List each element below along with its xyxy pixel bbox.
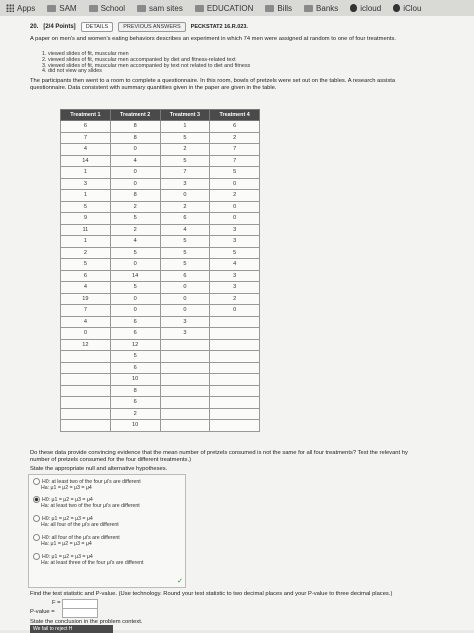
treatment-item: 4. did not view any slides <box>42 68 102 75</box>
table-cell <box>210 374 260 386</box>
table-cell: 5 <box>160 259 210 271</box>
table-cell <box>61 420 111 432</box>
option-ha: Ha: μ1 = μ2 = μ3 = μ4 <box>41 541 92 547</box>
bookmark-bills[interactable]: Bills <box>259 4 298 13</box>
hypothesis-option[interactable]: H0: μ1 = μ2 = μ3 = μ4 <box>33 515 93 522</box>
conclusion-prompt: State the conclusion in the problem context. <box>30 619 143 625</box>
correct-check-icon: ✓ <box>177 578 183 585</box>
table-cell: 10 <box>110 374 160 386</box>
table-cell: 5 <box>160 247 210 259</box>
bookmarks-bar <box>0 0 474 17</box>
treatment-item: 1. viewed slides of fit, muscular men <box>42 51 129 57</box>
f-label: F = <box>52 600 61 606</box>
apple-icon <box>393 4 400 12</box>
treatment-item: 3. viewed slides of fit, muscular men accompanied by text not related to diet and fitness <box>42 62 251 69</box>
table-cell: 3 <box>210 270 260 282</box>
table-cell <box>210 408 260 420</box>
table-cell: 0 <box>110 259 160 271</box>
table-row <box>61 351 260 363</box>
table-cell: 2 <box>61 247 111 259</box>
table-row <box>61 408 260 420</box>
radio-button[interactable] <box>33 553 40 560</box>
table-cell: 0 <box>160 305 210 317</box>
table-cell: 7 <box>210 155 260 167</box>
table-cell: 6 <box>110 316 160 328</box>
hypothesis-options <box>28 474 186 588</box>
table-cell <box>160 385 210 397</box>
table-header: Treatment 3 <box>160 110 210 121</box>
table-header: Treatment 4 <box>210 110 260 121</box>
table-cell <box>210 397 260 409</box>
table-cell: 4 <box>61 144 111 156</box>
bookmark-banks[interactable]: Banks <box>298 4 344 13</box>
context-line-2: questionnaire. Data consistent with summary quantities given in the paper are given in the table. <box>30 85 277 91</box>
table-cell <box>210 316 260 328</box>
table-cell <box>210 385 260 397</box>
table-cell: 6 <box>160 213 210 225</box>
table-cell: 8 <box>110 121 160 133</box>
radio-button-selected[interactable] <box>33 496 40 503</box>
table-cell: 7 <box>210 144 260 156</box>
details-button[interactable]: DETAILS <box>81 22 114 32</box>
table-cell: 5 <box>160 236 210 248</box>
table-cell: 7 <box>160 167 210 179</box>
table-cell: 2 <box>210 132 260 144</box>
context-line-1: The participants then went to a room to complete a questionnaire. In this room, bowls of pretzels were set out on the tables. A research assista <box>30 78 396 84</box>
table-row <box>61 155 260 167</box>
folder-icon <box>304 5 313 12</box>
folder-icon <box>195 5 204 12</box>
table-cell: 2 <box>160 144 210 156</box>
table-cell: 5 <box>160 155 210 167</box>
table-cell: 5 <box>210 247 260 259</box>
table-cell: 6 <box>110 328 160 340</box>
table-cell <box>160 374 210 386</box>
table-row <box>61 201 260 213</box>
table-cell: 1 <box>160 121 210 133</box>
table-cell: 19 <box>61 293 111 305</box>
table-cell: 0 <box>61 328 111 340</box>
table-cell: 9 <box>61 213 111 225</box>
table-cell <box>61 374 111 386</box>
table-cell: 3 <box>210 224 260 236</box>
table-cell: 3 <box>160 316 210 328</box>
table-cell: 4 <box>110 155 160 167</box>
data-table <box>60 109 260 432</box>
table-cell: 0 <box>160 190 210 202</box>
table-row <box>61 293 260 305</box>
hypothesis-prompt: State the appropriate null and alternative hypotheses. <box>30 466 168 472</box>
table-cell: 5 <box>110 213 160 225</box>
table-row <box>61 305 260 317</box>
option-ha: Ha: μ1 = μ2 = μ3 = μ4 <box>41 485 92 491</box>
table-cell <box>210 339 260 351</box>
table-header: Treatment 2 <box>110 110 160 121</box>
table-cell: 5 <box>160 132 210 144</box>
table-row <box>61 385 260 397</box>
radio-button[interactable] <box>33 515 40 522</box>
bookmark-icloud-2[interactable]: iClou <box>387 4 427 13</box>
table-row <box>61 144 260 156</box>
table-cell: 14 <box>110 270 160 282</box>
table-cell: 3 <box>61 178 111 190</box>
table-cell: 4 <box>160 224 210 236</box>
table-cell: 1 <box>61 236 111 248</box>
table-cell: 3 <box>210 282 260 294</box>
table-header: Treatment 1 <box>61 110 111 121</box>
table-cell: 6 <box>61 270 111 282</box>
table-cell: 5 <box>61 201 111 213</box>
table-cell: 5 <box>110 351 160 363</box>
hypothesis-option[interactable]: H0: μ1 = μ2 = μ3 = μ4 <box>33 553 93 560</box>
table-cell: 1 <box>61 190 111 202</box>
table-cell: 0 <box>110 167 160 179</box>
table-cell: 10 <box>110 420 160 432</box>
table-cell: 12 <box>110 339 160 351</box>
hypothesis-option-selected[interactable]: H0: μ1 = μ2 = μ3 = μ4 <box>33 496 93 503</box>
table-cell <box>61 351 111 363</box>
bookmark-apps[interactable]: Apps <box>0 4 41 13</box>
table-cell <box>210 328 260 340</box>
table-cell: 6 <box>210 121 260 133</box>
hypothesis-option[interactable]: H0: all four of the μi's are different <box>33 534 120 541</box>
option-ha: Ha: at least three of the four μi's are different <box>41 560 144 566</box>
table-cell: 14 <box>61 155 111 167</box>
table-cell: 4 <box>61 316 111 328</box>
table-cell <box>160 351 210 363</box>
table-cell <box>160 420 210 432</box>
folder-icon <box>47 5 56 12</box>
table-row <box>61 178 260 190</box>
table-cell: 2 <box>210 293 260 305</box>
table-cell <box>210 351 260 363</box>
table-row <box>61 316 260 328</box>
table-row <box>61 247 260 259</box>
treatment-list <box>42 52 250 75</box>
table-row <box>61 224 260 236</box>
prompt-line-1: Do these data provide convincing evidence that the mean number of pretzels consumed is not the same for all four treatments? Test the relevant hy <box>30 450 408 456</box>
table-row <box>61 236 260 248</box>
table-cell: 8 <box>110 132 160 144</box>
table-cell: 3 <box>160 328 210 340</box>
option-ha: Ha: at least two of the four μi's are different <box>41 503 140 509</box>
table-cell: 0 <box>160 282 210 294</box>
folder-icon <box>265 5 274 12</box>
bookmark-education[interactable]: EDUCATION <box>189 4 260 13</box>
table-cell: 4 <box>210 259 260 271</box>
table-row <box>61 259 260 271</box>
table-row <box>61 270 260 282</box>
table-row <box>61 397 260 409</box>
bookmark-icloud[interactable]: icloud <box>344 4 387 13</box>
apps-icon <box>6 4 14 12</box>
radio-button[interactable] <box>33 478 40 485</box>
table-row <box>61 213 260 225</box>
table-row <box>61 328 260 340</box>
radio-button[interactable] <box>33 534 40 541</box>
question-number: 20. <box>30 24 39 30</box>
table-cell: 5 <box>210 167 260 179</box>
p-value-label: P-value = <box>30 609 55 615</box>
hypothesis-option[interactable]: H0: at least two of the four μi's are different <box>33 478 141 485</box>
table-row <box>61 190 260 202</box>
table-cell: 2 <box>110 224 160 236</box>
table-cell <box>61 385 111 397</box>
table-cell: 6 <box>160 270 210 282</box>
table-cell: 3 <box>210 236 260 248</box>
table-row <box>61 282 260 294</box>
table-cell: 0 <box>210 213 260 225</box>
treatment-item: 2. viewed slides of fit, muscular men accompanied by diet and fitness-related text <box>42 56 236 63</box>
bookmark-sam-sites[interactable]: sam sites <box>131 4 189 13</box>
table-cell: 5 <box>61 259 111 271</box>
question-points: [2/4 Points] <box>43 24 76 30</box>
folder-icon <box>137 5 146 12</box>
table-cell: 1 <box>61 167 111 179</box>
bookmark-sam[interactable]: SAM <box>41 4 82 13</box>
table-row <box>61 132 260 144</box>
table-cell <box>160 362 210 374</box>
table-cell: 0 <box>210 305 260 317</box>
table-cell: 7 <box>61 305 111 317</box>
table-cell: 6 <box>61 121 111 133</box>
table-cell: 2 <box>210 190 260 202</box>
table-cell: 8 <box>110 190 160 202</box>
table-cell: 0 <box>210 201 260 213</box>
prompt-line-2: number of pretzels consumed for the four different treatments.) <box>30 457 191 463</box>
table-cell: 2 <box>110 408 160 420</box>
folder-icon <box>89 5 98 12</box>
p-value-input[interactable] <box>62 608 98 618</box>
previous-answers-button[interactable]: PREVIOUS ANSWERS <box>118 22 185 32</box>
table-cell: 5 <box>110 247 160 259</box>
table-cell: 2 <box>160 201 210 213</box>
apple-icon <box>350 4 357 12</box>
table-cell <box>61 362 111 374</box>
table-row <box>61 362 260 374</box>
question-code: PECKSTAT2 16.R.023. <box>190 24 248 30</box>
table-cell <box>61 397 111 409</box>
table-cell: 0 <box>110 293 160 305</box>
conclusion-select[interactable]: We fail to reject H <box>30 625 113 633</box>
table-row <box>61 374 260 386</box>
table-row <box>61 339 260 351</box>
table-cell <box>210 362 260 374</box>
table-cell: 0 <box>160 293 210 305</box>
table-cell <box>160 339 210 351</box>
table-cell: 0 <box>110 178 160 190</box>
table-cell: 5 <box>110 282 160 294</box>
question-page <box>0 16 474 630</box>
table-cell: 4 <box>110 236 160 248</box>
table-cell: 2 <box>110 201 160 213</box>
table-cell: 7 <box>61 132 111 144</box>
table-row <box>61 121 260 133</box>
option-ha: Ha: all four of the μi's are different <box>41 522 119 528</box>
question-intro: A paper on men's and women's eating behaviors describes an experiment in which 74 men were assigned at random to one of four treatments. <box>30 36 397 42</box>
table-cell <box>61 408 111 420</box>
table-cell: 6 <box>110 362 160 374</box>
table-row <box>61 167 260 179</box>
table-cell <box>210 420 260 432</box>
table-cell: 3 <box>160 178 210 190</box>
find-instructions: Find the test statistic and P-value. (Use technology. Round your test statistic to two decimal places and your P-value to three decimal places.) <box>30 591 393 597</box>
table-cell: 0 <box>210 178 260 190</box>
table-row <box>61 420 260 432</box>
table-cell <box>160 397 210 409</box>
table-header-row <box>61 110 260 121</box>
table-cell: 8 <box>110 385 160 397</box>
table-cell <box>160 408 210 420</box>
question-header <box>30 22 248 32</box>
table-cell: 12 <box>61 339 111 351</box>
table-cell: 6 <box>110 397 160 409</box>
table-cell: 11 <box>61 224 111 236</box>
bookmark-school[interactable]: School <box>83 4 131 13</box>
table-cell: 0 <box>110 144 160 156</box>
table-cell: 4 <box>61 282 111 294</box>
table-cell: 0 <box>110 305 160 317</box>
